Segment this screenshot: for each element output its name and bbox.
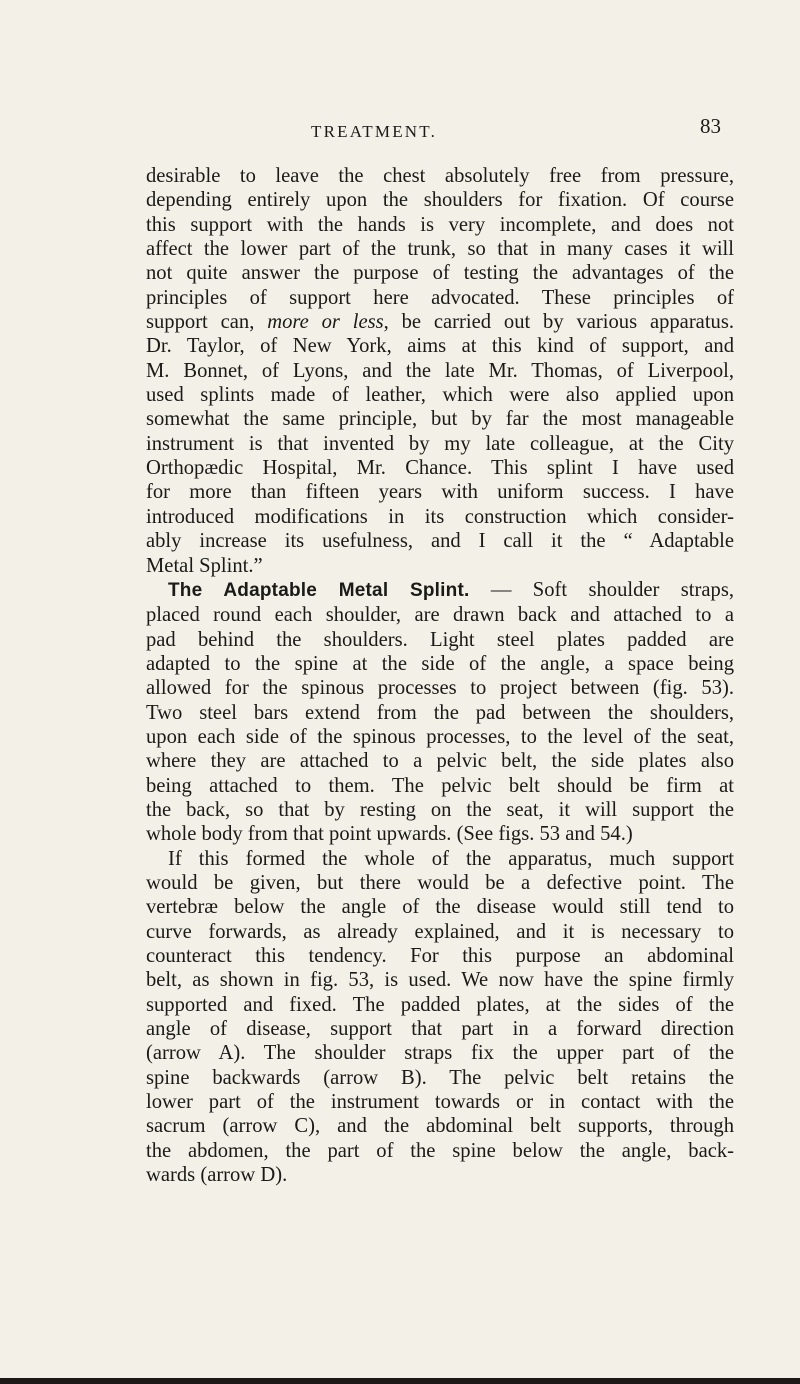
text-line: angle of disease, support that part in a forward direction (146, 1018, 734, 1041)
text-line: pad behind the shoulders. Light steel plates padded are (146, 628, 734, 651)
text-line: curve forwards, as already explained, and it is necessary to (146, 920, 734, 943)
body-text (146, 164, 734, 1187)
text-line: allowed for the spinous processes to project between (fig. 53). (146, 677, 734, 700)
text-line: affect the lower part of the trunk, so that in many cases it will (146, 238, 734, 261)
text-line: whole body from that point upwards. (See figs. 53 and 54.) (146, 823, 633, 846)
text-line: belt, as shown in fig. 53, is used. We now have the spine firmly (146, 969, 734, 992)
text-line: this support with the hands is very incomplete, and does not (146, 213, 734, 236)
text-line: Dr. Taylor, of New York, aims at this kind of support, and (146, 335, 734, 358)
text-line: Orthopædic Hospital, Mr. Chance. This splint I have used (146, 457, 734, 480)
section-heading: The Adaptable Metal Splint. (168, 579, 470, 601)
text-line: depending entirely upon the shoulders for fixation. Of course (146, 189, 734, 212)
text-line: somewhat the same principle, but by far the most manageable (146, 408, 734, 431)
text-line: wards (arrow D). (146, 1164, 288, 1187)
text-segment: — Soft shoulder straps, (469, 578, 734, 601)
running-title: TREATMENT. (311, 122, 438, 141)
text-line: not quite answer the purpose of testing the advantages of the (146, 262, 734, 285)
italic-phrase: more or less (267, 311, 384, 334)
text-segment: support can, (146, 311, 255, 334)
text-line: (arrow A). The shoulder straps fix the upper part of the (146, 1042, 734, 1065)
text-line: upon each side of the spinous processes, to the level of the seat, (146, 725, 734, 748)
text-line-with-italic (146, 310, 734, 334)
text-line: lower part of the instrument towards or in contact with the (146, 1091, 734, 1114)
text-line: sacrum (arrow C), and the abdominal belt supports, through (146, 1115, 734, 1138)
text-line: If this formed the whole of the apparatus, much support (168, 847, 734, 870)
text-line: instrument is that invented by my late colleague, at the City (146, 432, 734, 455)
paragraph-2 (146, 578, 734, 847)
page-number: 83 (700, 114, 721, 138)
text-line: Metal Splint.” (146, 554, 263, 577)
text-line: for more than fifteen years with uniform success. I have (146, 481, 734, 504)
text-segment: , be carried out by various apparatus. (383, 311, 734, 334)
text-line: used splints made of leather, which were also applied upon (146, 384, 734, 407)
text-line: adapted to the spine at the side of the angle, a space being (146, 652, 734, 675)
text-line: vertebræ below the angle of the disease would still tend to (146, 896, 734, 919)
text-line: desirable to leave the chest absolutely free from pressure, (146, 165, 734, 187)
text-line: the back, so that by resting on the seat, it will support the (146, 798, 734, 821)
text-line: placed round each shoulder, are drawn back and attached to a (146, 604, 734, 627)
text-line: being attached to them. The pelvic belt should be firm at (146, 774, 734, 797)
running-head (0, 114, 800, 145)
text-line: principles of support here advocated. These principles of (146, 286, 734, 309)
text-line: where they are attached to a pelvic belt, the side plates also (146, 750, 734, 773)
text-line: ably increase its usefulness, and I call it the “ Adaptable (146, 530, 734, 553)
text-line: M. Bonnet, of Lyons, and the late Mr. Thomas, of Liverpool, (146, 359, 734, 382)
paragraph-1 (146, 164, 734, 578)
text-line: supported and fixed. The padded plates, at the sides of the (146, 993, 734, 1016)
text-line: counteract this tendency. For this purpose an abdominal (146, 945, 734, 967)
text-line: spine backwards (arrow B). The pelvic belt retains the (146, 1066, 734, 1089)
text-line: the abdomen, the part of the spine below the angle, back- (146, 1139, 734, 1162)
text-line: would be given, but there would be a defective point. The (146, 871, 734, 894)
text-line-with-heading (146, 578, 734, 603)
text-line: introduced modifications in its construction which consider- (146, 505, 734, 528)
page-edge-shadow (0, 1378, 800, 1384)
text-line: Two steel bars extend from the pad between the shoulders, (146, 701, 734, 724)
paragraph-3 (146, 847, 734, 1188)
